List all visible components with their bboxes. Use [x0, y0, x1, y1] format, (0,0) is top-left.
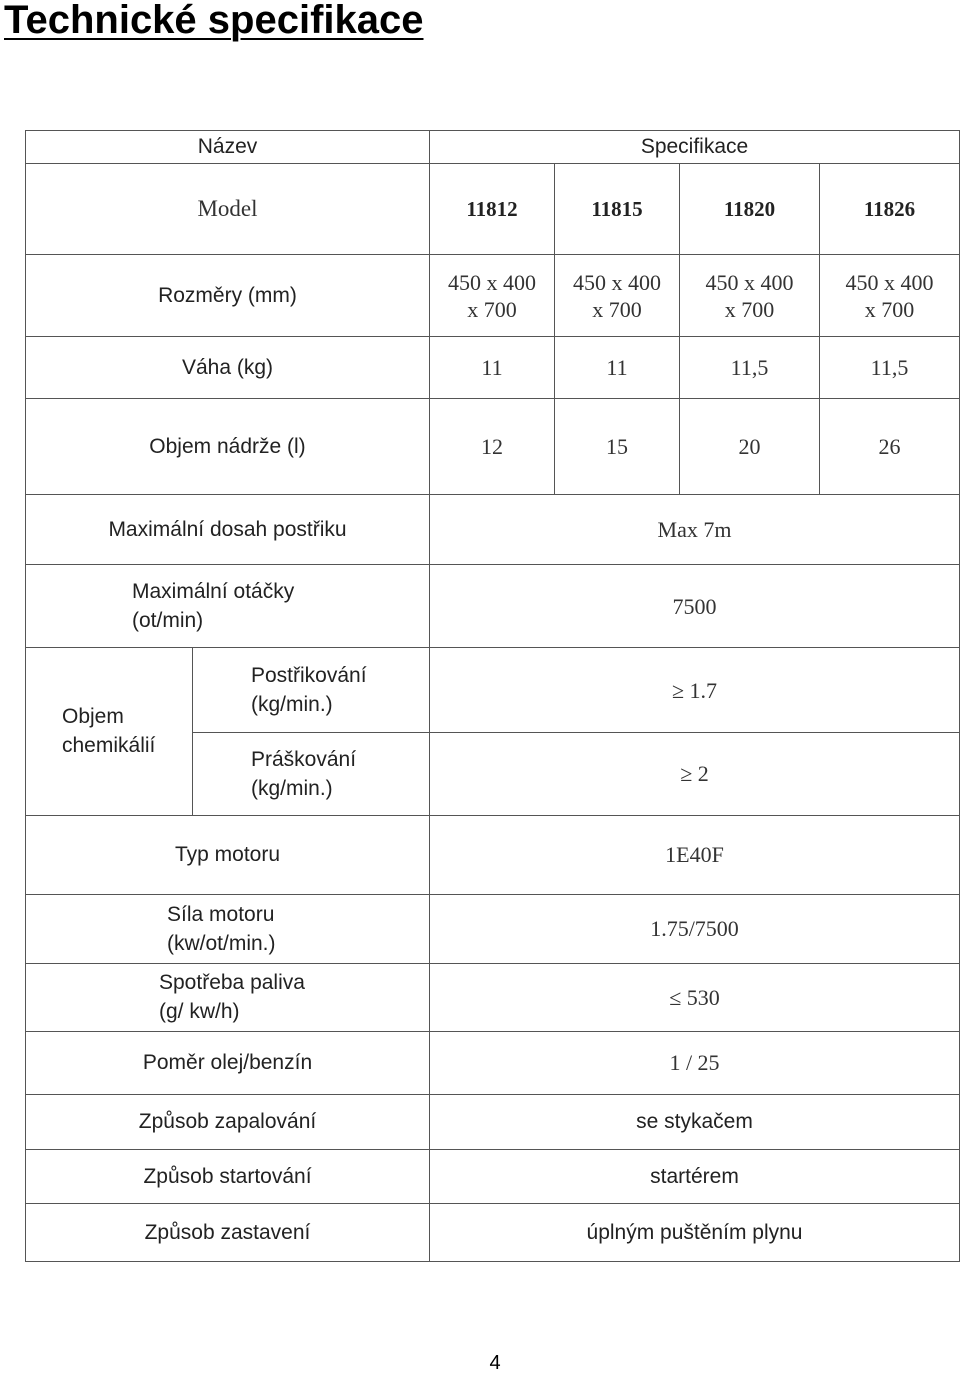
starting-value: startérem	[430, 1149, 960, 1203]
label-spraying: Postřikování (kg/min.)	[193, 648, 430, 733]
max-rpm-value: 7500	[430, 565, 960, 648]
dimensions-value: 450 x 400 x 700	[680, 255, 820, 337]
spraying-value: ≥ 1.7	[430, 648, 960, 733]
header-spec: Specifikace	[430, 131, 960, 164]
label-weight: Váha (kg)	[26, 337, 430, 399]
row-ignition	[26, 1094, 960, 1149]
oil-ratio-value: 1 / 25	[430, 1031, 960, 1094]
tank-value: 15	[555, 399, 680, 495]
label-oil-ratio: Poměr olej/benzín	[26, 1031, 430, 1094]
model-value: 11826	[820, 164, 960, 255]
engine-type-value: 1E40F	[430, 815, 960, 894]
row-dimensions	[26, 255, 960, 337]
dimensions-value: 450 x 400 x 700	[430, 255, 555, 337]
row-engine-power	[26, 894, 960, 963]
label-tank: Objem nádrže (l)	[26, 399, 430, 495]
label-model: Model	[26, 164, 430, 255]
model-value: 11820	[680, 164, 820, 255]
weight-value: 11,5	[820, 337, 960, 399]
fuel-consumption-value: ≤ 530	[430, 963, 960, 1031]
dimensions-value: 450 x 400 x 700	[820, 255, 960, 337]
tank-value: 20	[680, 399, 820, 495]
weight-value: 11	[555, 337, 680, 399]
page-title: Technické specifikace	[4, 0, 424, 42]
tank-value: 12	[430, 399, 555, 495]
row-engine-type	[26, 815, 960, 894]
label-chemical-volume: Objem chemikálií	[26, 648, 193, 815]
engine-power-value: 1.75/7500	[430, 894, 960, 963]
row-oil-ratio	[26, 1031, 960, 1094]
spray-range-value: Max 7m	[430, 495, 960, 565]
label-dimensions: Rozměry (mm)	[26, 255, 430, 337]
table-header-row	[26, 131, 960, 164]
row-stopping	[26, 1203, 960, 1261]
row-fuel-consumption	[26, 963, 960, 1031]
weight-value: 11,5	[680, 337, 820, 399]
tank-value: 26	[820, 399, 960, 495]
dimensions-value: 450 x 400 x 700	[555, 255, 680, 337]
page-number: 4	[489, 1352, 501, 1374]
dusting-value: ≥ 2	[430, 733, 960, 815]
label-dusting: Práškování (kg/min.)	[193, 733, 430, 815]
row-max-rpm	[26, 565, 960, 648]
row-starting	[26, 1149, 960, 1203]
label-engine-power: Síla motoru (kw/ot/min.)	[26, 894, 430, 963]
model-value: 11812	[430, 164, 555, 255]
header-name: Název	[26, 131, 430, 164]
ignition-value: se stykačem	[430, 1094, 960, 1149]
row-weight	[26, 337, 960, 399]
row-spraying	[26, 648, 960, 733]
weight-value: 11	[430, 337, 555, 399]
label-stopping: Způsob zastavení	[26, 1203, 430, 1261]
label-fuel-consumption: Spotřeba paliva (g/ kw/h)	[26, 963, 430, 1031]
stopping-value: úplným puštěním plynu	[430, 1203, 960, 1261]
label-starting: Způsob startování	[26, 1149, 430, 1203]
label-engine-type: Typ motoru	[26, 815, 430, 894]
spec-table	[25, 130, 960, 1262]
row-model	[26, 164, 960, 255]
label-spray-range: Maximální dosah postřiku	[26, 495, 430, 565]
model-value: 11815	[555, 164, 680, 255]
label-ignition: Způsob zapalování	[26, 1094, 430, 1149]
row-spray-range	[26, 495, 960, 565]
label-max-rpm: Maximální otáčky (ot/min)	[26, 565, 430, 648]
row-tank	[26, 399, 960, 495]
